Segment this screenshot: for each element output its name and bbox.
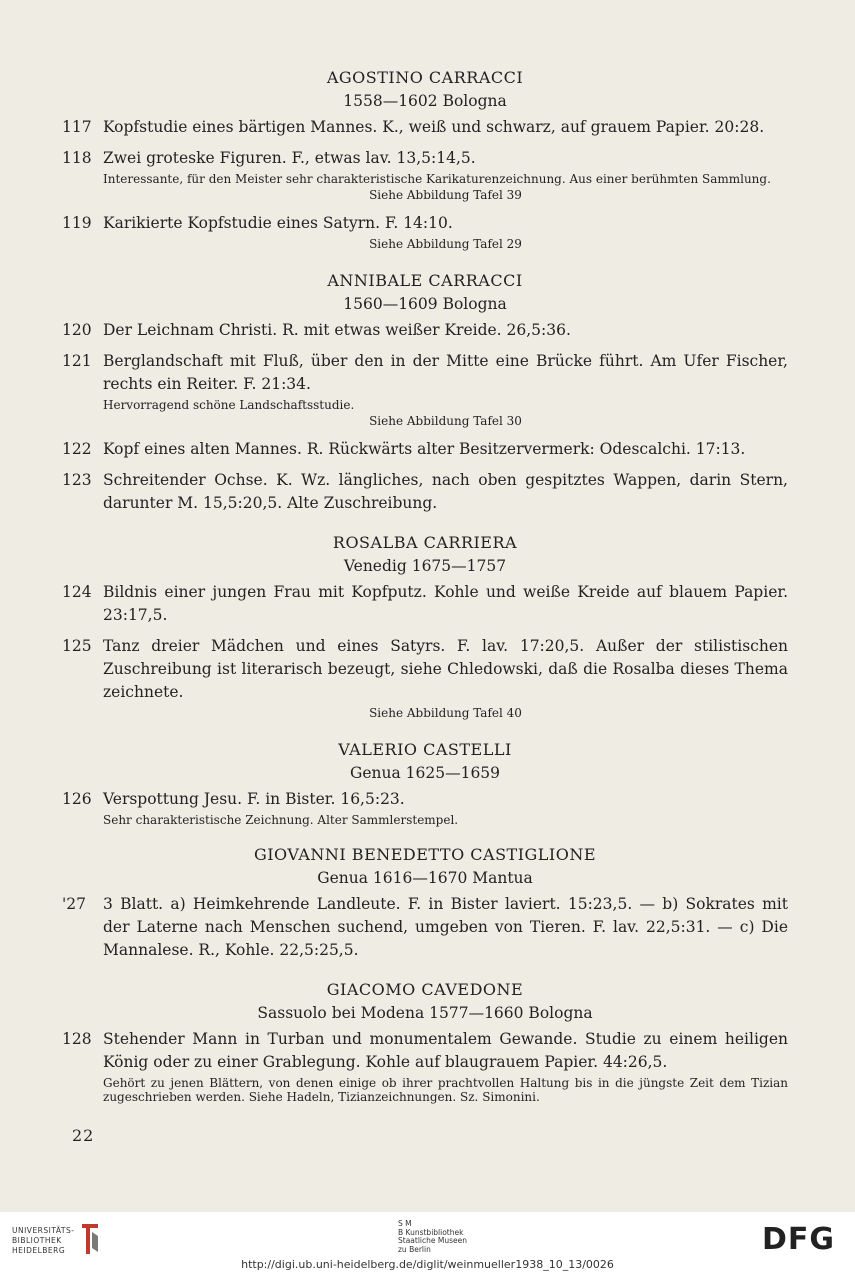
entry-number: 121 [62, 352, 92, 370]
entry-note: Sehr charakteristische Zeichnung. Alter Sammlerstempel. [103, 813, 459, 827]
entry-number: 120 [62, 321, 92, 339]
entry-description: Stehender Mann in Turban und monumentalem Gewande. Studie zu einem heiligen König oder zu einer Grablegung. Kohle auf blaugrauem Papier. 44:26,5. [103, 1030, 788, 1071]
entry-description: Karikierte Kopfstudie eines Satyrn. F. 14:10. [103, 214, 453, 232]
artist-heading: AGOSTINO CARRACCI [326, 68, 524, 87]
entry-description: Tanz dreier Mädchen und eines Satyrs. F. lav. 17:20,5. Außer der stilistischen Zuschreibung ist literarisch bezeugt, siehe Chledowski, daß die Rosalba dieses Thema zeichnete. [103, 637, 788, 701]
entry-description: Kopf eines alten Mannes. R. Rückwärts alter Besitzervermerk: Odescalchi. 17:13. [103, 440, 746, 458]
catalog-entry [62, 212, 788, 253]
catalog-entry [62, 438, 788, 461]
entry-number: 118 [62, 149, 92, 167]
entry-description: Verspottung Jesu. F. in Bister. 16,5:23. [103, 790, 405, 808]
artist-dates: 1560—1609 Bologna [343, 295, 507, 313]
catalog-entry [62, 635, 788, 722]
section-gap [62, 1112, 788, 1120]
artist-heading: ANNIBALE CARRACCI [327, 271, 523, 290]
plate-reference: Siehe Abbildung Tafel 30 [369, 414, 522, 428]
entry-number: 126 [62, 790, 92, 808]
library-name: UNIVERSITÄTS- BIBLIOTHEK HEIDELBERG [12, 1226, 75, 1255]
catalog-content [62, 66, 788, 1120]
entry-description: Berglandschaft mit Fluß, über den in der Mitte eine Brücke führt. Am Ufer Fischer, rechts ein Reiter. F. 21:34. [103, 352, 788, 393]
section-gap [62, 261, 788, 269]
catalog-entry [62, 893, 788, 962]
section-gap [62, 970, 788, 978]
artist-heading: GIACOMO CAVEDONE [326, 980, 524, 999]
catalog-entry [62, 147, 788, 204]
entry-number: '27 [62, 895, 86, 913]
permalink-url[interactable]: http://digi.ub.uni-heidelberg.de/diglit/weinmueller1938_10_13/0026 [241, 1258, 614, 1271]
page-number: 22 [72, 1126, 95, 1145]
section-gap [62, 523, 788, 531]
entry-number: 124 [62, 583, 92, 601]
plate-reference: Siehe Abbildung Tafel 39 [369, 188, 522, 202]
section-gap [62, 835, 788, 843]
artist-dates: Venedig 1675—1757 [343, 557, 507, 575]
artist-dates: Genua 1625—1659 [349, 764, 501, 782]
entry-note: Hervorragend schöne Landschaftsstudie. [103, 398, 355, 412]
artist-heading: ROSALBA CARRIERA [332, 533, 518, 552]
entry-number: 128 [62, 1030, 92, 1048]
entry-description: Der Leichnam Christi. R. mit etwas weißer Kreide. 26,5:36. [103, 321, 571, 339]
dfg-logo: DFG [762, 1222, 836, 1257]
library-logo-icon [80, 1222, 100, 1256]
catalog-entry [62, 319, 788, 342]
sm-kunstbibliothek: S M B Kunstbibliothek Staatliche Museen zu Berlin [398, 1219, 467, 1254]
catalog-entry [62, 788, 788, 827]
entry-number: 125 [62, 637, 92, 655]
section-gap [62, 730, 788, 738]
entry-description: Zwei groteske Figuren. F., etwas lav. 13,5:14,5. [103, 149, 476, 167]
artist-heading: VALERIO CASTELLI [338, 740, 512, 759]
catalog-entry [62, 1028, 788, 1104]
entry-note: Gehört zu jenen Blättern, von denen einige ob ihrer prachtvollen Haltung bis in die jüngste Zeit dem Tizian zugeschrieben werden. Siehe Hadeln, Tizianzeichnungen. Sz. Simonini. [103, 1076, 788, 1104]
entry-number: 117 [62, 118, 92, 136]
catalog-entry [62, 469, 788, 515]
entry-note: Interessante, für den Meister sehr charakteristische Karikaturenzeichnung. Aus einer berühmten Sammlung. [103, 172, 771, 186]
artist-dates: Genua 1616—1670 Mantua [317, 869, 533, 887]
artist-dates: 1558—1602 Bologna [343, 92, 507, 110]
artist-dates: Sassuolo bei Modena 1577—1660 Bologna [257, 1004, 593, 1022]
entry-description: Bildnis einer jungen Frau mit Kopfputz. Kohle und weiße Kreide auf blauem Papier. 23:17,5. [103, 583, 788, 624]
plate-reference: Siehe Abbildung Tafel 40 [369, 706, 522, 720]
plate-reference: Siehe Abbildung Tafel 29 [369, 237, 522, 251]
entry-description: Schreitender Ochse. K. Wz. längliches, nach oben gespitztes Wappen, darin Stern, darunter M. 15,5:20,5. Alte Zuschreibung. [103, 471, 788, 512]
catalog-entry [62, 581, 788, 627]
catalog-entry [62, 350, 788, 430]
catalog-entry [62, 116, 788, 139]
entry-description: Kopfstudie eines bärtigen Mannes. K., weiß und schwarz, auf grauem Papier. 20:28. [103, 118, 765, 136]
entry-description: 3 Blatt. a) Heimkehrende Landleute. F. in Bister laviert. 15:23,5. — b) Sokrates mit der Laterne nach Menschen suchend, umgeben von Tieren. F. lav. 22,5:31. — c) Die Mannalese. R., Kohle. 22,5:25,5. [103, 895, 788, 959]
entry-number: 123 [62, 471, 92, 489]
entry-number: 122 [62, 440, 92, 458]
digitization-footer [0, 1212, 855, 1273]
artist-heading: GIOVANNI BENEDETTO CASTIGLIONE [253, 845, 597, 864]
entry-number: 119 [62, 214, 92, 232]
